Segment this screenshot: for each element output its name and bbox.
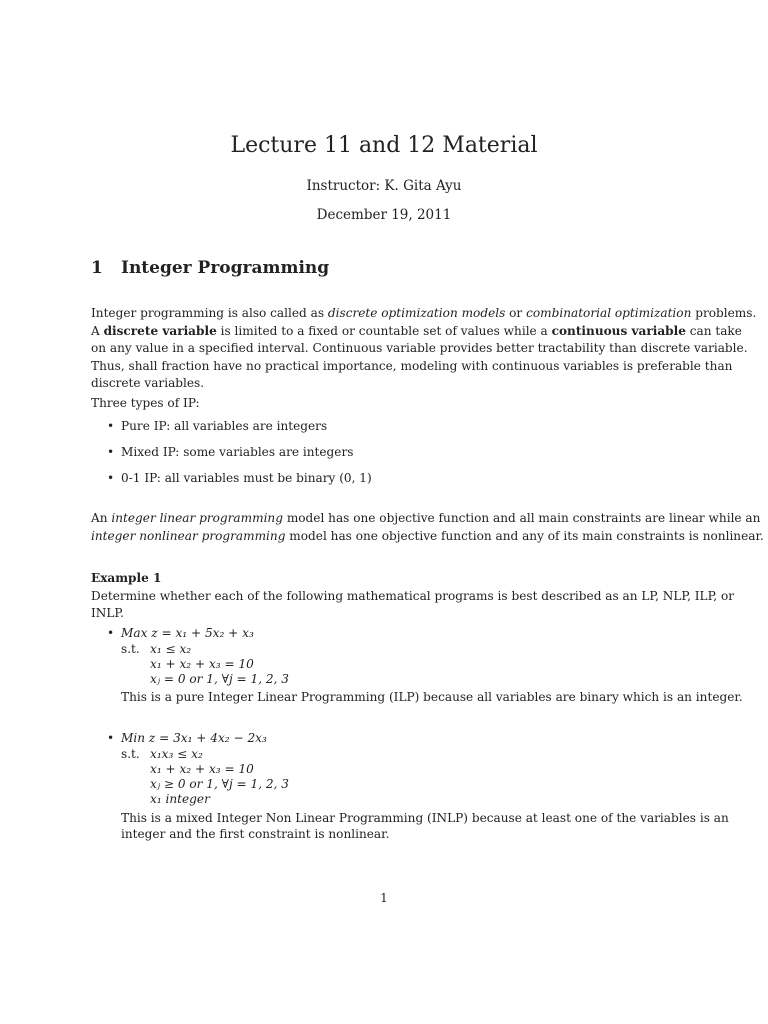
document-title: Lecture 11 and 12 Material bbox=[230, 133, 538, 158]
list-item bbox=[107, 731, 267, 745]
instructor-line: Instructor: K. Gita Ayu bbox=[306, 178, 462, 194]
bullet-icon: • bbox=[107, 626, 115, 640]
intro-line bbox=[91, 305, 757, 323]
emphasis-term: integer nonlinear programming bbox=[91, 528, 286, 543]
constraint: x₁ ≤ x₂ bbox=[150, 642, 192, 656]
example-prompt: INLP. bbox=[91, 606, 124, 620]
list-item bbox=[107, 471, 372, 485]
example-prompt: Determine whether each of the following mathematical programs is best described as an LP, NLP, ILP, or bbox=[91, 588, 735, 603]
objective-function: Max z = x₁ + 5x₂ + x₃ bbox=[121, 626, 254, 640]
document-date: December 19, 2011 bbox=[316, 207, 452, 223]
constraint: xⱼ = 0 or 1, ∀j = 1, 2, 3 bbox=[150, 672, 289, 686]
bold-term: discrete variable bbox=[103, 323, 217, 338]
emphasis-term: integer linear programming bbox=[111, 511, 283, 525]
bold-term: continuous variable bbox=[551, 323, 686, 338]
text-run: Integer programming is also called as bbox=[91, 306, 328, 320]
subject-to-label: s.t. bbox=[121, 747, 140, 761]
ilp-paragraph bbox=[91, 510, 764, 545]
constraint: x₁ integer bbox=[150, 792, 210, 806]
list-item bbox=[107, 445, 353, 459]
constraint: x₁x₃ ≤ x₂ bbox=[150, 747, 203, 761]
section-title: Integer Programming bbox=[121, 258, 330, 278]
bullet-icon: • bbox=[107, 731, 115, 745]
constraint: x₁ + x₂ + x₃ = 10 bbox=[150, 657, 254, 671]
section-heading bbox=[91, 258, 329, 278]
list-item-text: Pure IP: all variables are integers bbox=[121, 419, 328, 433]
text-run: model has one objective function and all main constraints are linear while an bbox=[282, 511, 761, 525]
constraint: xⱼ ≥ 0 or 1, ∀j = 1, 2, 3 bbox=[150, 777, 289, 791]
intro-paragraph bbox=[91, 305, 757, 393]
emphasis-term: combinatorial optimization bbox=[526, 306, 692, 320]
problem-conclusion: This is a pure Integer Linear Programming (ILP) because all variables are binary which is an integer. bbox=[121, 690, 743, 704]
bullet-icon: • bbox=[107, 445, 115, 459]
bullet-icon: • bbox=[107, 419, 115, 433]
bullet-icon: • bbox=[107, 471, 115, 485]
text-run: is limited to a fixed or countable set of values while a bbox=[216, 323, 552, 338]
ilp-line bbox=[91, 528, 764, 546]
text-run: or bbox=[505, 306, 527, 320]
text-run: An bbox=[91, 511, 112, 525]
section-number: 1 bbox=[91, 258, 103, 278]
example-title: Example 1 bbox=[91, 571, 162, 585]
intro-line bbox=[91, 323, 742, 341]
text-run: A bbox=[91, 323, 104, 338]
intro-line: discrete variables. bbox=[91, 376, 205, 390]
text-run: model has one objective function and any of its main constraints is nonlinear. bbox=[285, 528, 764, 543]
list-item-text: Mixed IP: some variables are integers bbox=[121, 445, 354, 459]
objective-function: Min z = 3x₁ + 4x₂ − 2x₃ bbox=[121, 731, 267, 745]
emphasis-term: discrete optimization models bbox=[327, 306, 506, 320]
text-run: can take bbox=[685, 323, 742, 338]
constraint: x₁ + x₂ + x₃ = 10 bbox=[150, 762, 254, 776]
problem-conclusion: integer and the first constraint is nonlinear. bbox=[121, 827, 390, 841]
ilp-line bbox=[91, 510, 761, 528]
list-item bbox=[107, 419, 327, 433]
text-run: problems. bbox=[691, 306, 757, 320]
subject-to-label: s.t. bbox=[121, 642, 140, 656]
intro-line: Thus, shall fraction have no practical importance, modeling with continuous variables is preferable than bbox=[91, 358, 733, 373]
problem-conclusion: This is a mixed Integer Non Linear Programming (INLP) because at least one of the variables is an bbox=[121, 811, 729, 825]
list-item bbox=[107, 626, 254, 640]
list-item-text: 0-1 IP: all variables must be binary (0, 1) bbox=[121, 471, 372, 485]
page-number: 1 bbox=[380, 891, 388, 905]
example-1 bbox=[91, 570, 735, 623]
types-intro: Three types of IP: bbox=[91, 396, 200, 410]
intro-line: on any value in a specified interval. Continuous variable provides better tractability than discrete variable. bbox=[91, 341, 748, 355]
